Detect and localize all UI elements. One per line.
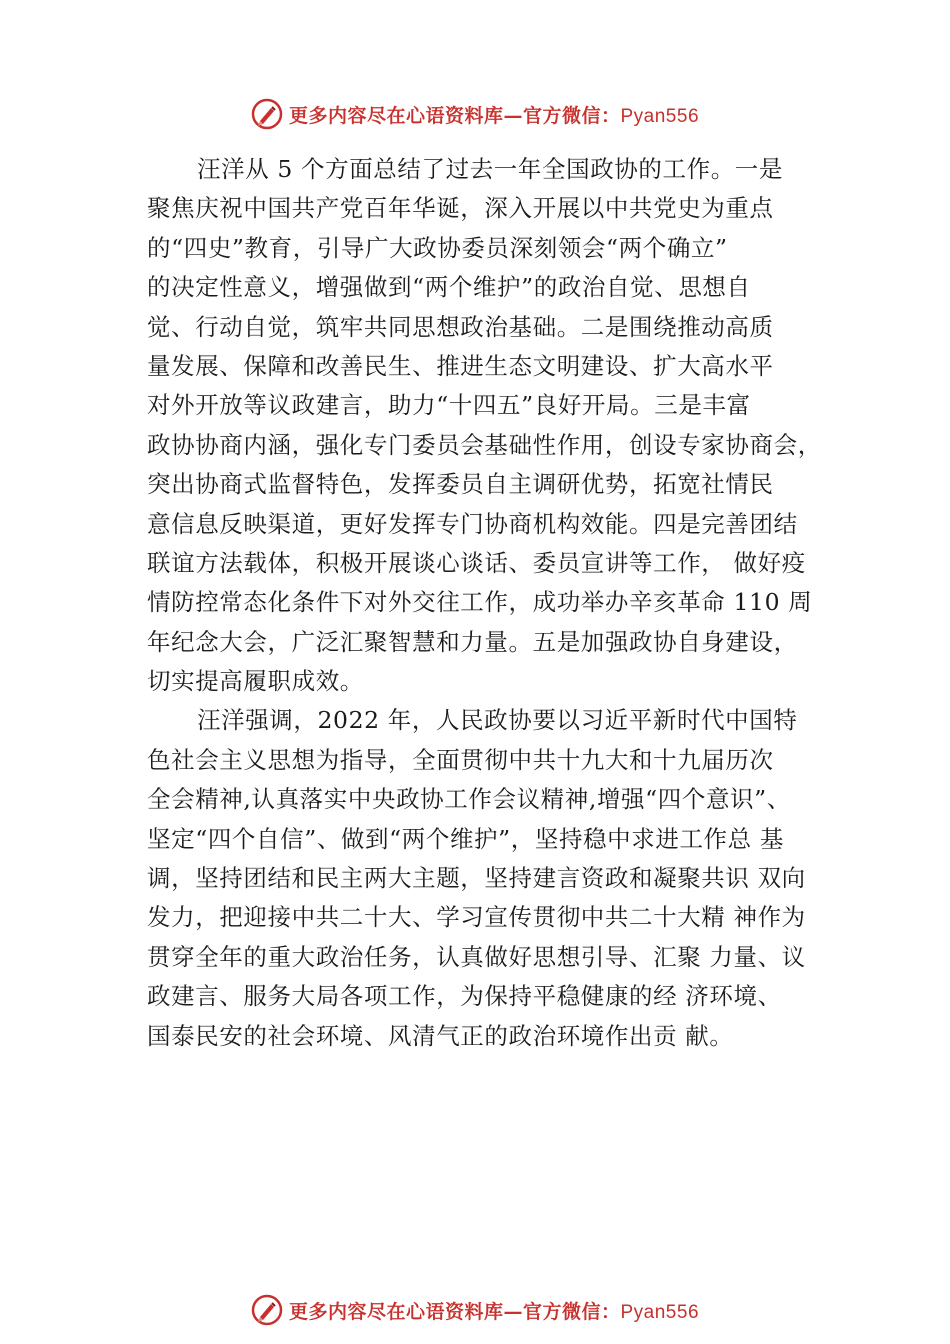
text-line: 贯穿全年的重大政治任务，认真做好思想引导、汇聚 力量、议 (147, 942, 806, 971)
watermark-text: 更多内容尽在心语资料库—官方微信：Pyan556 (288, 1300, 700, 1323)
text-line: 切实提高履职成效。 (147, 667, 364, 696)
watermark-text: 更多内容尽在心语资料库—官方微信：Pyan556 (288, 104, 700, 127)
text-line: 意信息反映渠道，更好发挥专门协商机构效能。四是完善团结 (147, 509, 798, 538)
text-line: 联谊方法载体，积极开展谈心谈话、委员宣讲等工作， 做好疫 (147, 548, 806, 577)
paragraph-1 (147, 150, 832, 701)
text-line: 觉、行动自觉，筑牢共同思想政治基础。二是围绕推动高质 (147, 312, 774, 341)
text-line: 突出协商式监督特色，发挥委员自主调研优势，拓宽社情民 (147, 470, 774, 499)
text-line: 坚定“四个自信”、做到“两个维护”，坚持稳中求进工作总 基 (147, 824, 784, 853)
wechat-id: Pyan556 (620, 105, 700, 127)
text-line: 的“四史”教育，引导广大政协委员深刻领会“两个确立” (147, 233, 728, 262)
text-line: 年纪念大会，广泛汇聚智慧和力量。五是加强政协自身建设， (147, 627, 798, 656)
paragraph-2 (147, 701, 832, 1056)
text-line: 量发展、保障和改善民生、推进生态文明建设、扩大高水平 (147, 351, 774, 380)
header-watermark (0, 94, 950, 134)
text-line: 色社会主义思想为指导，全面贯彻中共十九大和十九届历次 (147, 745, 774, 774)
text-line: 调，坚持团结和民主两大主题，坚持建言资政和凝聚共识 双向 (147, 864, 806, 893)
text-line: 汪洋强调，2022 年，人民政协要以习近平新时代中国特 (197, 706, 798, 735)
pen-logo-icon (251, 1294, 283, 1326)
text-line: 政建言、服务大局各项工作，为保持平稳健康的经 济环境、 (147, 982, 782, 1011)
text-line: 全会精神,认真落实中央政协工作会议精神,增强“四个意识”、 (147, 785, 791, 814)
wechat-id: Pyan556 (620, 1301, 700, 1323)
text-line: 的决定性意义，增强做到“两个维护”的政治自觉、思想自 (147, 273, 751, 302)
pen-logo-icon (251, 98, 283, 130)
footer-watermark (0, 1290, 950, 1330)
text-line: 发力，把迎接中共二十大、学习宣传贯彻中共二十大精 神作为 (147, 903, 806, 932)
text-line: 聚焦庆祝中国共产党百年华诞，深入开展以中共党史为重点 (147, 194, 774, 223)
text-line: 对外开放等议政建言，助力“十四五”良好开局。三是丰富 (147, 391, 751, 420)
text-line: 政协协商内涵，强化专门委员会基础性作用，创设专家协商会， (147, 430, 822, 459)
text-line: 情防控常态化条件下对外交往工作，成功举办辛亥革命 110 周 (147, 588, 813, 617)
text-line: 国泰民安的社会环境、风清气正的政治环境作出贡 献。 (147, 1021, 734, 1050)
text-line: 汪洋从 5 个方面总结了过去一年全国政协的工作。一是 (197, 155, 783, 183)
document-body (147, 150, 832, 1056)
